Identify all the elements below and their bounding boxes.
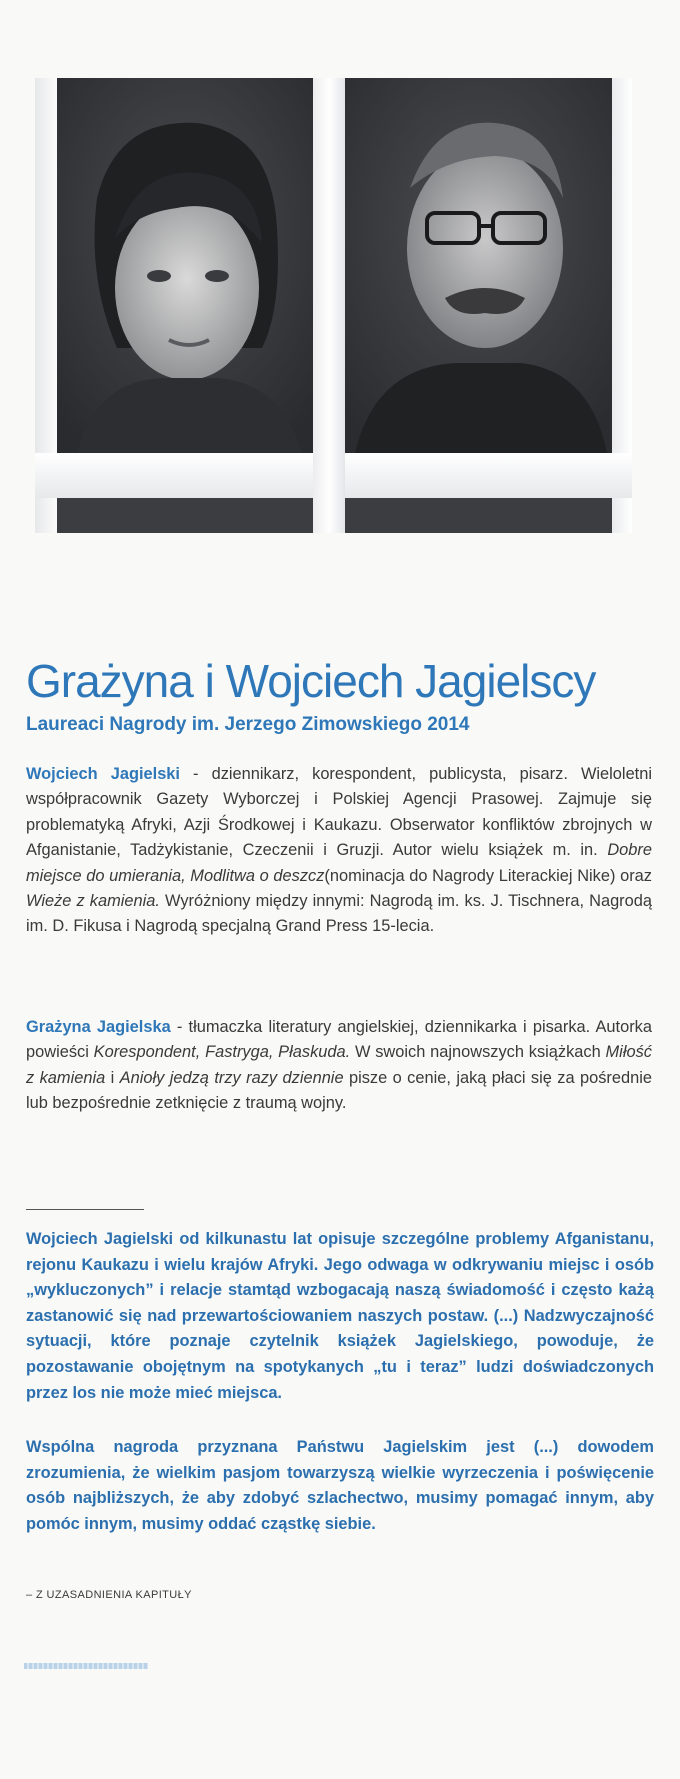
bio-text: pisze o cenie, jaką płaci się za pośrednie lub bezpośrednie zetknięcie z traumą wojny.: [26, 1068, 652, 1113]
page-title: Grażyna i Wojciech Jagielscy: [26, 655, 596, 707]
book-title: Korespondent, Fastryga, Płaskuda.: [93, 1043, 351, 1062]
window-pane-left: [57, 78, 313, 453]
page-subtitle: Laureaci Nagrody im. Jerzego Zimowskiego 2014: [26, 714, 470, 735]
bio-paragraph-wojciech: [26, 762, 652, 940]
book-title: Miłość z kamienia: [26, 1043, 652, 1087]
bio-text: W swoich najnowszych książkach: [350, 1043, 606, 1062]
portrait-woman-icon: [57, 78, 313, 453]
decorative-stripe: [24, 1663, 148, 1669]
bio-text: (nominacja do Nagrody Literackiej Nike) oraz: [324, 866, 652, 885]
quote-paragraph-2: Wspólna nagroda przyznana Państwu Jagielskim jest (...) dowodem zrozumienia, że wielkim pasjom towarzyszą wielkie wyrzeczenia i poświęcenie osób najbliższych, że aby zdobyć szlachectwo, musimy pomagać innym, aby pomóc innym, musimy oddać cząstkę siebie.: [26, 1438, 654, 1533]
window-pane-right-bottom: [345, 498, 612, 533]
portrait-photo: [35, 78, 632, 533]
book-title: Anioły jedzą trzy razy dziennie: [119, 1068, 344, 1087]
bio-name-wojciech: Wojciech Jagielski: [26, 765, 180, 783]
book-title: Wieże z kamienia.: [26, 892, 160, 911]
bio-text: i: [105, 1068, 120, 1087]
bio-paragraph-grazyna: [26, 1015, 652, 1117]
window-frame-mullion: [313, 78, 345, 533]
book-title: Dobre miejsce do umierania, Modlitwa o deszcz: [26, 841, 652, 885]
quote-source: – Z UZASADNIENIA KAPITUŁY: [26, 1589, 192, 1601]
bio-text: Wyróżniony między innymi: Nagrodą im. ks. J. Tischnera, Nagrodą im. D. Fikusa i Nagrodą specjalną Grand Press 15-lecia.: [26, 892, 652, 936]
portrait-man-icon: [345, 78, 612, 453]
window-pane-right: [345, 78, 612, 453]
bio-text: - tłumaczka literatury angielskiej, dziennikarka i pisarka. Autorka powieści: [26, 1018, 652, 1062]
divider: [26, 1209, 144, 1210]
quote-paragraph-1: Wojciech Jagielski od kilkunastu lat opisuje szczególne problemy Afganistanu, rejonu Kaukazu i wielu krajów Afryki. Jego odwaga w odkrywaniu miejsc i osób „wykluczonych” i relacje stamtąd wzbogacają naszą świadomość i często każą zastanowić się nad przewartościowaniem naszych postaw. (...) Nadzwyczajność sytuacji, które poznaje czytelnik książek Jagielskiego, powoduje, że pozostawanie obojętnym na spotykanych „tu i teraz” ludzi doświadczonych przez los nie może mieć miejsca.: [26, 1230, 654, 1402]
bio-name-grazyna: Grażyna Jagielska: [26, 1018, 171, 1036]
bio-text: - dziennikarz, korespondent, publicysta, pisarz. Wieloletni współpracownik Gazety Wyborczej i Polskiej Agencji Prasowej. Zajmuje się problematyką Afryki, Azji Środkowej i Kaukazu. Obserwator konfliktów zbrojnych w Afganistanie, Tadżykistanie, Czeczenii i Gruzji. Autor wielu książek m. in.: [26, 765, 652, 860]
window-pane-left-bottom: [57, 498, 313, 533]
